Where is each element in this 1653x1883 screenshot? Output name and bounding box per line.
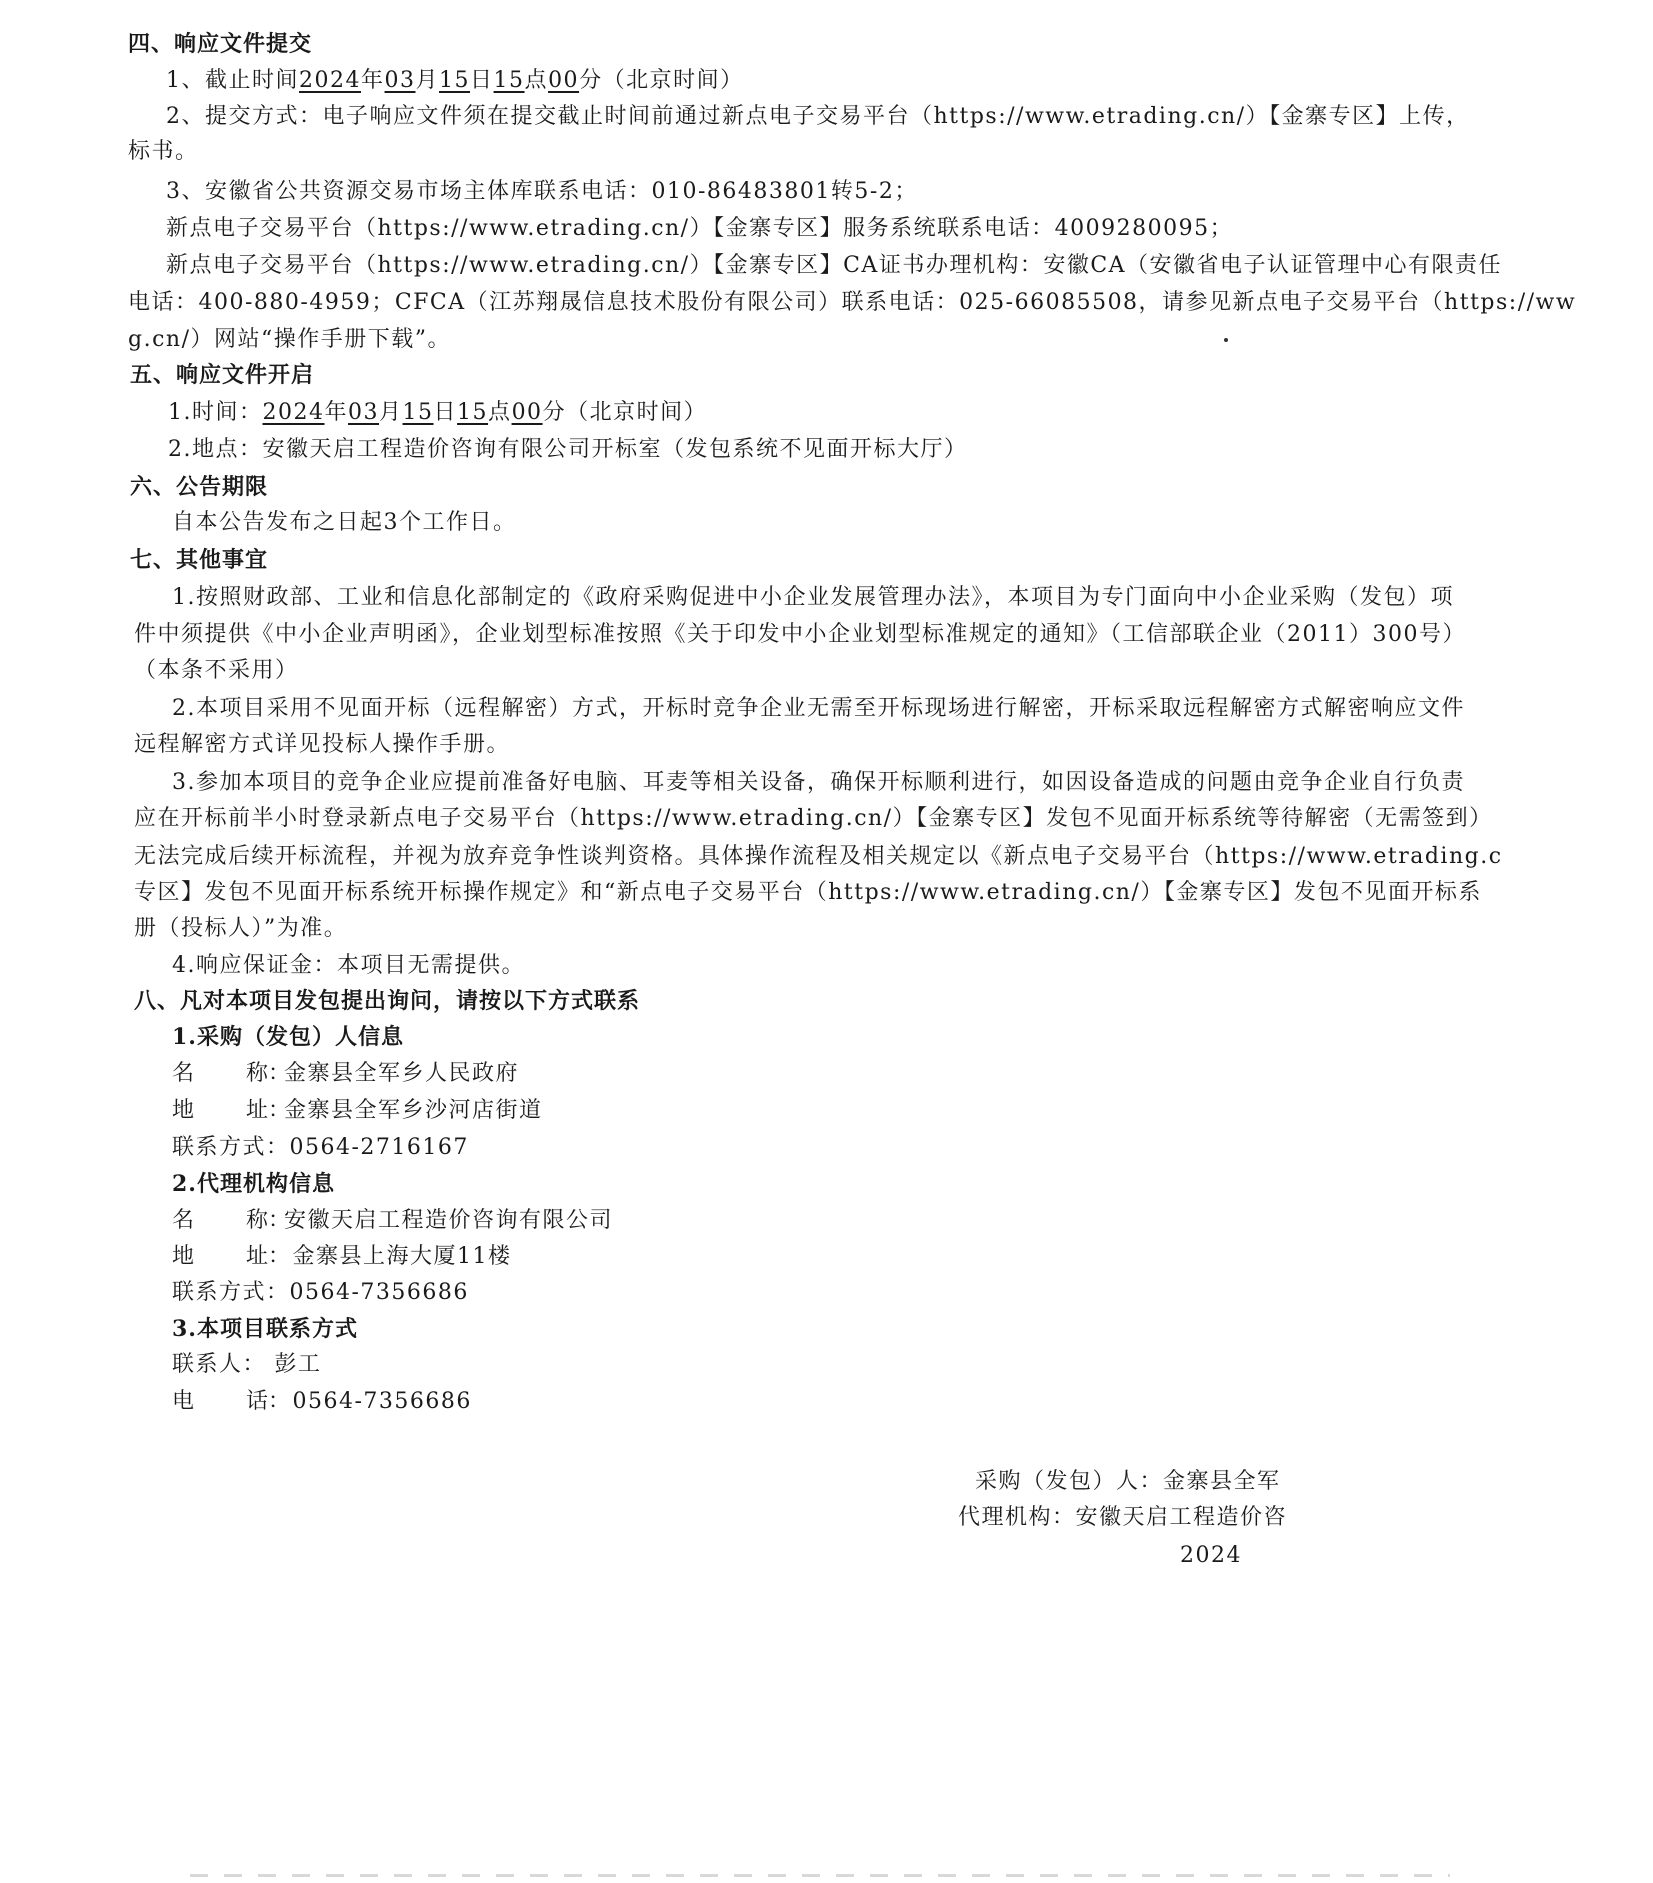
other-matters-1-line-3: （本条不采用）: [134, 658, 299, 683]
contact-phone-line-1: 3、安徽省公共资源交易市场主体库联系电话：010-86483801转5-2；: [166, 179, 918, 204]
section-4-title: 四、响应文件提交: [128, 31, 313, 57]
other-matters-3-line-3: 无法完成后续开标流程，并视为放弃竞争性谈判资格。具体操作流程及相关规定以《新点电子交易平台（https://www.etrading.c: [134, 844, 1503, 869]
contact-phone-line-5: g.cn/）网站“操作手册下载”。: [128, 327, 451, 352]
other-matters-1-line-2: 件中须提供《中小企业声明函》，企业划型标准按照《关于印发中小企业划型标准规定的通知》（工信部联企业（2011）300号）: [134, 622, 1466, 647]
section-5-title: 五、响应文件开启: [130, 362, 315, 388]
purchaser-info-title: 1.采购（发包）人信息: [172, 1024, 404, 1050]
contact-phone-line-3: 新点电子交易平台（https://www.etrading.cn/）【金寨专区】CA证书办理机构：安徽CA（安徽省电子认证管理中心有限责任: [166, 253, 1503, 278]
contact-phone-line-2: 新点电子交易平台（https://www.etrading.cn/）【金寨专区】服务系统联系电话：4009280095；: [166, 216, 1234, 241]
agency-name: 名 称：安徽天启工程造价咨询有限公司: [172, 1208, 614, 1233]
opening-time-line: 1.时间：2024年03月15日15点00分（北京时间）: [168, 400, 708, 425]
footer-purchaser: 采购（发包）人：金寨县全军: [975, 1469, 1281, 1494]
opening-location-line: 2.地点：安徽天启工程造价咨询有限公司开标室（发包系统不见面开标大厅）: [168, 437, 968, 462]
other-matters-3-line-5: 册（投标人）”为准。: [134, 916, 348, 941]
agency-address: 地 址： 金寨县上海大厦11楼: [172, 1244, 512, 1269]
purchaser-name: 名 称：金寨县全军乡人民政府: [172, 1061, 520, 1086]
project-contact-phone: 电 话： 0564-7356686: [172, 1389, 472, 1414]
footer-date: 2024: [1180, 1543, 1242, 1568]
other-matters-4: 4.响应保证金：本项目无需提供。: [172, 953, 525, 978]
notice-period-text: 自本公告发布之日起3个工作日。: [172, 510, 517, 535]
other-matters-3-line-4: 专区】发包不见面开标系统开标操作规定》和“新点电子交易平台（https://www.etrading.cn/）【金寨专区】发包不见面开标系: [134, 880, 1482, 905]
section-7-title: 七、其他事宜: [130, 547, 269, 573]
contact-phone-line-4: 电话：400-880-4959；CFCA（江苏翔晟信息技术股份有限公司）联系电话：025-66085508，请参见新点电子交易平台（https://ww: [128, 290, 1577, 315]
deadline-year: 2024: [299, 68, 361, 93]
other-matters-2-line-1: 2.本项目采用不见面开标（远程解密）方式，开标时竞争企业无需至开标现场进行解密，开标采取远程解密方式解密响应文件: [172, 696, 1465, 721]
section-8-title: 八、凡对本项目发包提出询问，请按以下方式联系: [134, 988, 641, 1014]
other-matters-2-line-2: 远程解密方式详见投标人操作手册。: [134, 732, 511, 757]
purchaser-address: 地 址：金寨县全军乡沙河店街道: [172, 1098, 543, 1123]
other-matters-3-line-2: 应在开标前半小时登录新点电子交易平台（https://www.etrading.cn/）【金寨专区】发包不见面开标系统等待解密（无需签到）: [134, 806, 1493, 831]
purchaser-contact: 联系方式：0564-2716167: [172, 1135, 469, 1160]
other-matters-3-line-1: 3.参加本项目的竞争企业应提前准备好电脑、耳麦等相关设备，确保开标顺利进行，如因设备造成的问题由竞争企业自行负责: [172, 770, 1465, 795]
submission-method-line-1: 2、提交方式：电子响应文件须在提交截止时间前通过新点电子交易平台（https://www.etrading.cn/）【金寨专区】上传，: [166, 104, 1470, 129]
scan-artifact-line: [190, 1874, 1450, 1877]
footer-agency: 代理机构：安徽天启工程造价咨: [958, 1505, 1288, 1530]
other-matters-1-line-1: 1.按照财政部、工业和信息化部制定的《政府采购促进中小企业发展管理办法》，本项目为专门面向中小企业采购（发包）项: [172, 585, 1454, 610]
deadline-line: 1、截止时间2024年03月15日15点00分（北京时间）: [166, 68, 744, 93]
submission-method-line-2: 标书。: [128, 139, 199, 164]
project-contact-title: 3.本项目联系方式: [172, 1316, 358, 1342]
scan-speck: [1224, 338, 1228, 342]
agency-contact: 联系方式：0564-7356686: [172, 1280, 469, 1305]
project-contact-person: 联系人： 彭工: [172, 1352, 322, 1377]
agency-info-title: 2.代理机构信息: [172, 1171, 335, 1197]
section-6-title: 六、公告期限: [130, 474, 269, 500]
